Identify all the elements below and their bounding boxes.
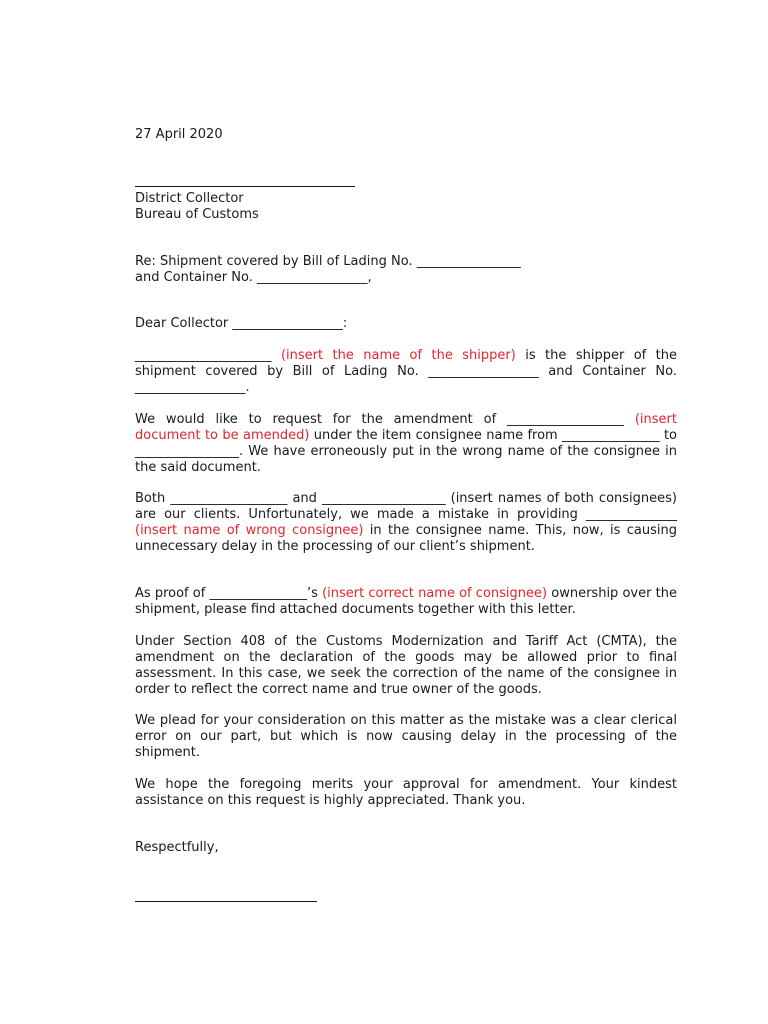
paragraph-thanks: We hope the foregoing merits your approval for amendment. Your kindest assistance on this request is highly appreciated. Thank you. [135,777,677,808]
instruction-wrong-consignee: (insert name of wrong consignee) [135,523,364,538]
amendment-text-1: We would like to request for the amendment of __________________ [135,412,624,427]
reference-block [135,254,677,286]
paragraph-shipper [135,348,677,396]
paragraph-shipper-text: is the shipper of the shipment covered by Bill of Lading No. _________________ and Container No. _________________. [135,348,678,395]
addressee-block [135,180,355,223]
paragraph-plea: We plead for your consideration on this matter as the mistake was a clear clerical error on our part, but which is now causing delay in the processing of the shipment. [135,713,677,760]
letter-date: 27 April 2020 [135,127,223,142]
proof-text-1: As proof of _______________’s [135,586,318,601]
salutation: Dear Collector _________________: [135,316,348,331]
amendment-text-2: under the item consignee name from _______________ to ________________. We have erroneously put in the wrong name of the consignee in the said document. [135,428,677,475]
paragraph-proof [135,586,677,618]
closing: Respectfully, [135,840,219,855]
consignees-text-1: Both __________________ and ___________________ (insert names of both consignees) are our clients. Unfortunately, we made a mistake in providing ______________ [135,491,677,522]
proof-text-2: ownership over the shipment, please find attached documents together with this letter. [135,586,677,617]
signature-line [135,889,317,902]
reference-line-1: Re: Shipment covered by Bill of Lading No. ________________ [135,254,521,269]
addressee-office: Bureau of Customs [135,207,259,222]
addressee-title: District Collector [135,191,244,206]
reference-line-2: and Container No. _________________, [135,270,372,285]
instruction-correct-consignee: (insert correct name of consignee) [322,586,548,601]
paragraph-consignees [135,491,677,555]
paragraph-amendment-request [135,412,677,476]
instruction-document-amended: (insert document to be amended) [135,412,677,443]
paragraph-cmta: Under Section 408 of the Customs Modernization and Tariff Act (CMTA), the amendment on the declaration of the goods may be allowed prior to final assessment. In this case, we seek the correction of the name of the consignee in order to reflect the correct name and true owner of the goods. [135,634,677,697]
shipper-blank: _____________________ [135,348,272,363]
consignees-text-2: in the consignee name. This, now, is causing unnecessary delay in the processing of our client’s shipment. [135,523,678,554]
addressee-name-blank [135,180,355,187]
instruction-shipper-name: (insert the name of the shipper) [280,348,516,363]
